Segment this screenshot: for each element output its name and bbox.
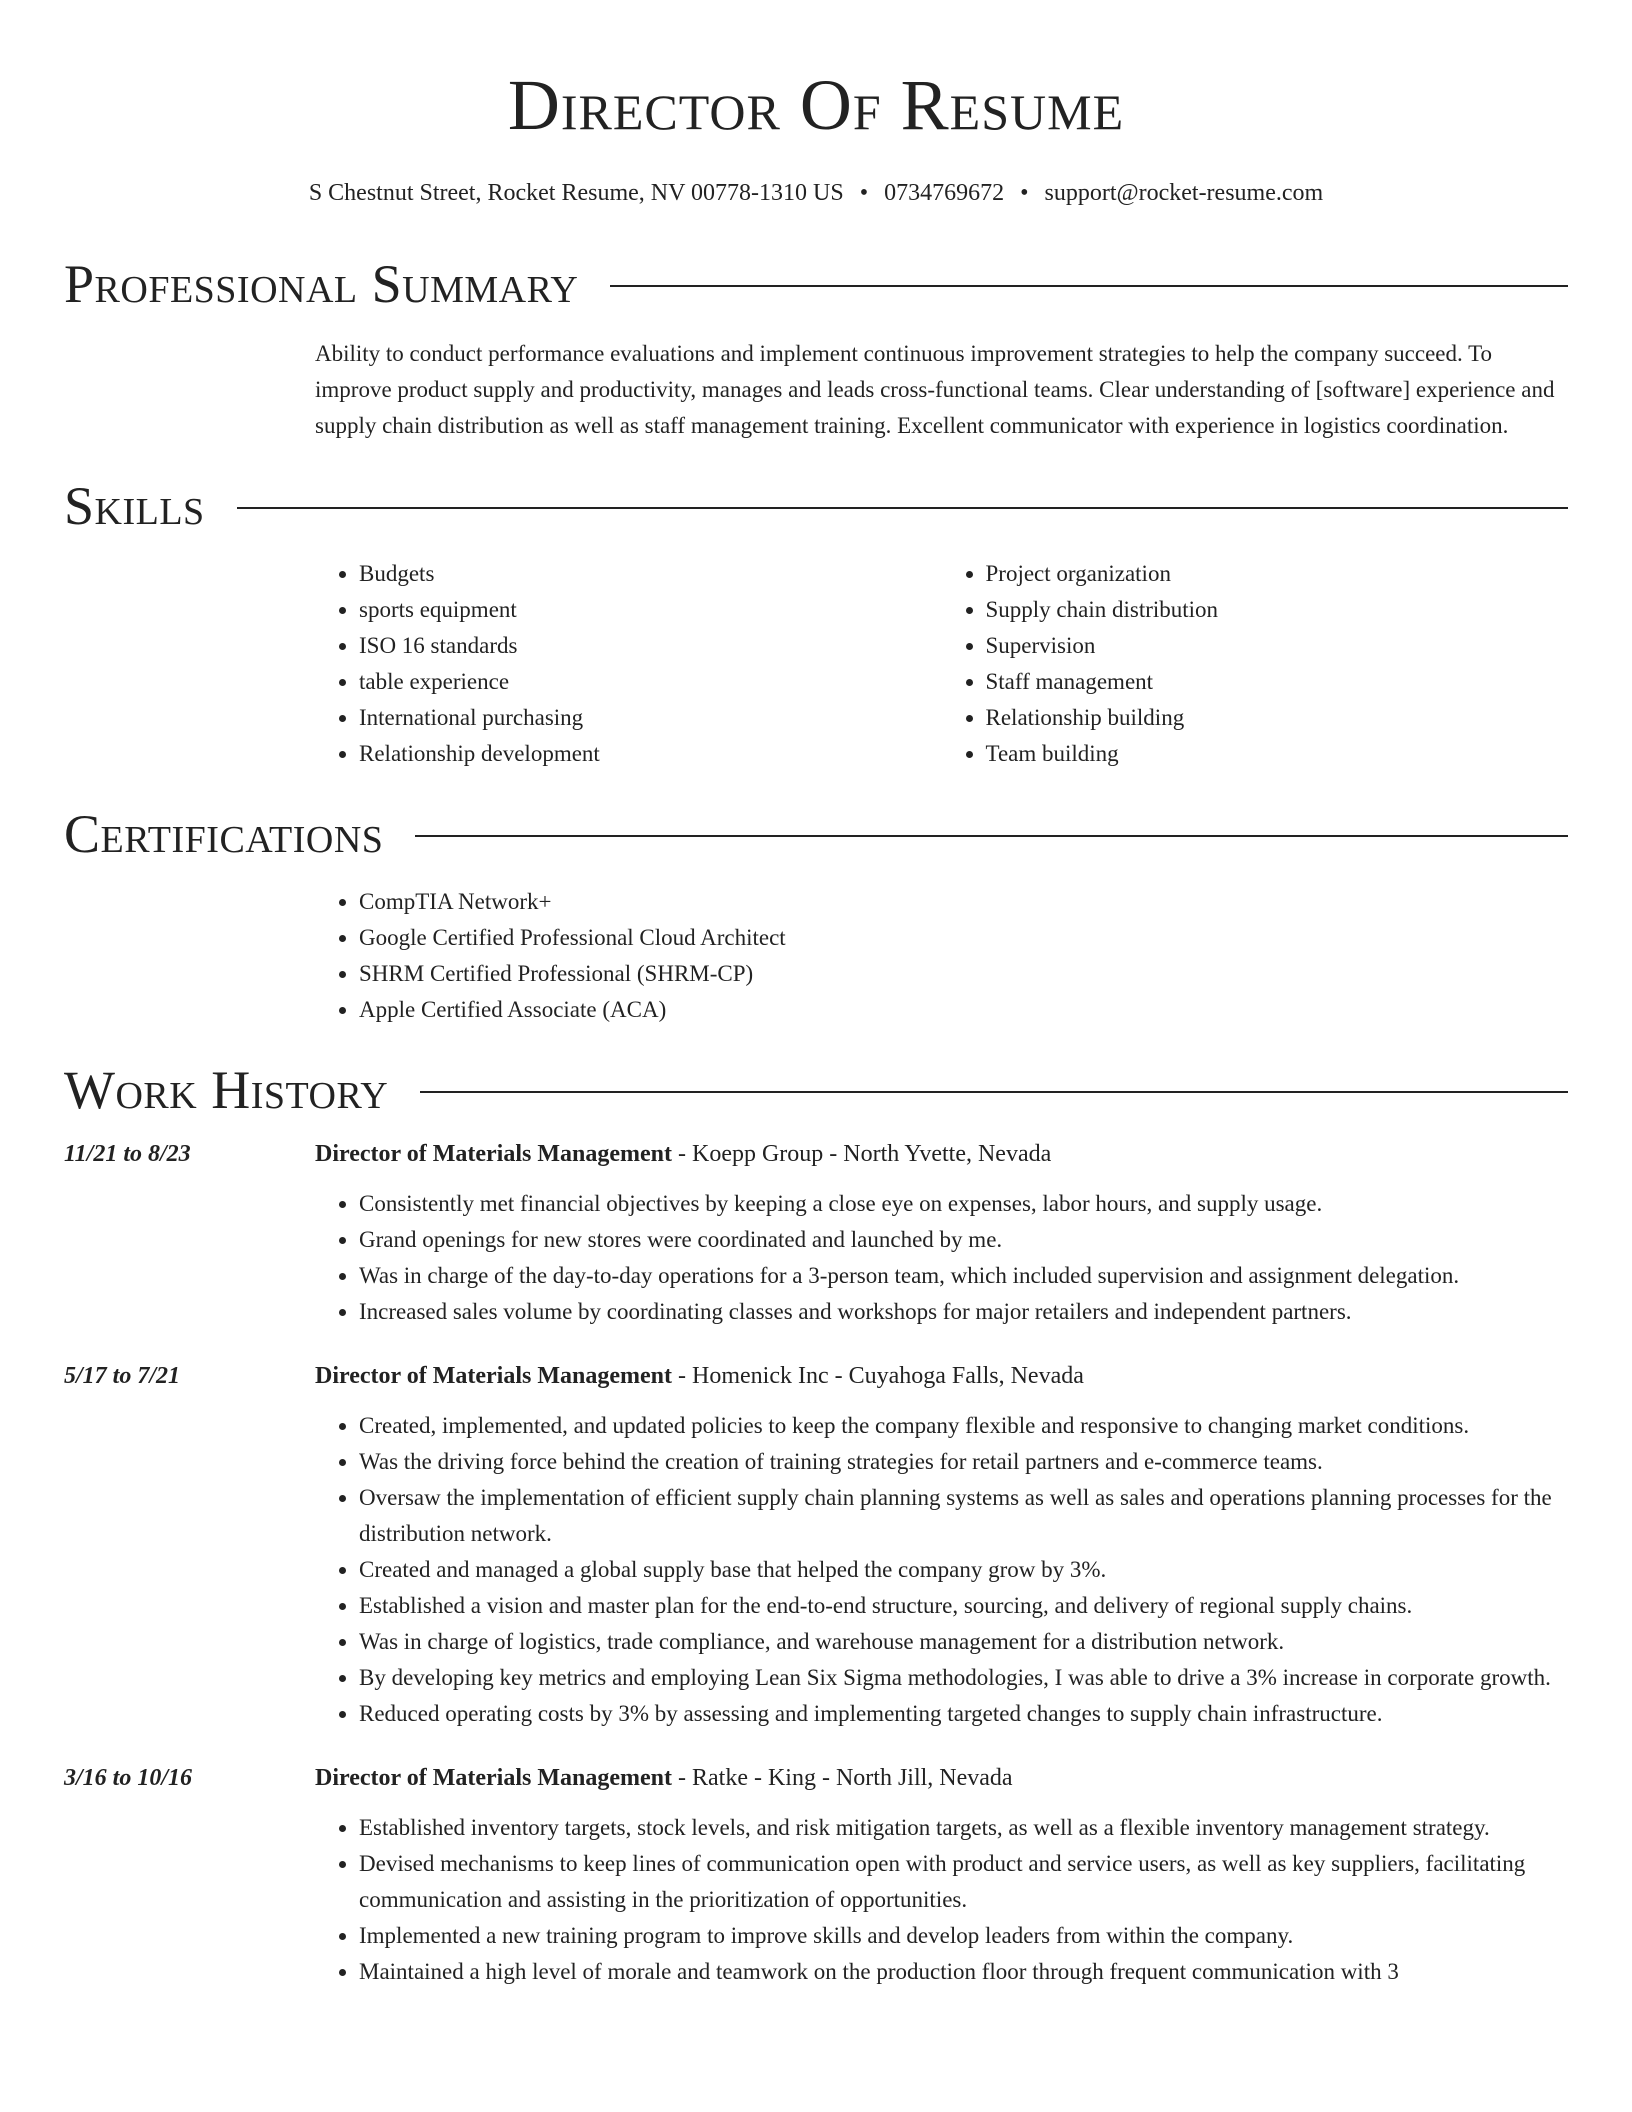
job-entry — [64, 1136, 1568, 1330]
job-entry — [64, 1760, 1568, 1990]
contact-email: support@rocket-resume.com — [1044, 180, 1324, 206]
job-bullet: • Maintained a high level of morale and teamwork on the production floor through frequent communication with 3 — [359, 1954, 1568, 1990]
skills-column-left — [315, 556, 942, 772]
job-bullets — [315, 1810, 1568, 1990]
skill-item: • Supply chain distribution — [986, 592, 1569, 628]
candidate-name: Director Of Resume — [507, 65, 1125, 145]
job-bullet: • Created, implemented, and updated policies to keep the company flexible and responsive to changing market conditions. — [359, 1408, 1568, 1444]
certification-item: • CompTIA Network+ — [359, 884, 1568, 920]
section-title-summary: Professional Summary — [64, 254, 579, 314]
job-dates: 3/16 to 10/16 — [64, 1765, 193, 1791]
job-bullet: • Created and managed a global supply base that helped the company grow by 3%. — [359, 1552, 1568, 1588]
section-header-work-history — [64, 1058, 1568, 1122]
certification-item: • Google Certified Professional Cloud Architect — [359, 920, 1568, 956]
section-divider — [420, 1091, 1568, 1093]
job-detail — [315, 1760, 1568, 1990]
job-bullet: • Was in charge of the day-to-day operations for a 3-person team, which included supervision and assignment delegation. — [359, 1258, 1568, 1294]
skill-item: • Supervision — [986, 628, 1569, 664]
certifications-list — [315, 884, 1568, 1028]
job-bullet: • Grand openings for new stores were coordinated and launched by me. — [359, 1222, 1568, 1258]
job-company: - Homenick Inc - Cuyahoga Falls, Nevada — [672, 1363, 1084, 1389]
section-title-skills: Skills — [64, 476, 205, 536]
skill-item: • Budgets — [359, 556, 942, 592]
section-title-work-history: Work History — [64, 1060, 389, 1120]
section-title-certifications: Certifications — [64, 804, 384, 864]
job-title-line — [315, 1760, 1568, 1796]
skill-item: • Team building — [986, 736, 1569, 772]
job-bullet: • Was the driving force behind the creation of training strategies for retail partners and e-commerce teams. — [359, 1444, 1568, 1480]
certification-item: • SHRM Certified Professional (SHRM-CP) — [359, 956, 1568, 992]
contact-line — [64, 178, 1568, 208]
job-role: Director of Materials Management — [315, 1765, 672, 1791]
skill-item: • Relationship development — [359, 736, 942, 772]
job-bullet: • Increased sales volume by coordinating classes and workshops for major retailers and independent partners. — [359, 1294, 1568, 1330]
section-divider — [610, 285, 1568, 287]
contact-address: S Chestnut Street, Rocket Resume, NV 00778-1310 US — [308, 180, 844, 206]
job-bullet: • Devised mechanisms to keep lines of communication open with product and service users, as well as key suppliers, facilitating communication and assisting in the prioritization of opportunities. — [359, 1846, 1568, 1918]
contact-separator: • — [1020, 180, 1029, 206]
job-bullets — [315, 1408, 1568, 1732]
skill-item: • table experience — [359, 664, 942, 700]
resume-page — [64, 0, 1568, 1990]
section-header-certifications — [64, 802, 1568, 866]
skill-item: • International purchasing — [359, 700, 942, 736]
skill-item: • Project organization — [986, 556, 1569, 592]
job-bullet: • Oversaw the implementation of efficient supply chain planning systems as well as sales and operations planning processes for the distribution network. — [359, 1480, 1568, 1552]
job-bullet: • Reduced operating costs by 3% by assessing and implementing targeted changes to supply chain infrastructure. — [359, 1696, 1568, 1732]
skills-list — [315, 556, 1568, 772]
job-role: Director of Materials Management — [315, 1141, 672, 1167]
job-company: - Ratke - King - North Jill, Nevada — [672, 1765, 1013, 1791]
job-bullet: • Consistently met financial objectives by keeping a close eye on expenses, labor hours, and supply usage. — [359, 1186, 1568, 1222]
job-dates: 5/17 to 7/21 — [64, 1363, 181, 1389]
job-entry — [64, 1358, 1568, 1732]
job-bullet: • Was in charge of logistics, trade compliance, and warehouse management for a distribution network. — [359, 1624, 1568, 1660]
job-bullet: • By developing key metrics and employing Lean Six Sigma methodologies, I was able to drive a 3% increase in corporate growth. — [359, 1660, 1568, 1696]
job-dates: 11/21 to 8/23 — [64, 1141, 191, 1167]
certification-item: • Apple Certified Associate (ACA) — [359, 992, 1568, 1028]
summary-text: Ability to conduct performance evaluations and implement continuous improvement strategies to help the company succeed. To improve product supply and productivity, manages and leads cross-functional teams. Clear understanding of [software] experience and supply chain distribution as well as staff management training. Excellent communicator with experience in logistics coordination. — [315, 341, 1555, 438]
job-detail — [315, 1358, 1568, 1732]
contact-separator: • — [859, 180, 869, 206]
skill-item: • Relationship building — [986, 700, 1569, 736]
job-bullet: • Established inventory targets, stock levels, and risk mitigation targets, as well as a flexible inventory management strategy. — [359, 1810, 1568, 1846]
job-role: Director of Materials Management — [315, 1363, 672, 1389]
job-company: - Koepp Group - North Yvette, Nevada — [672, 1141, 1052, 1167]
job-title-line — [315, 1358, 1568, 1394]
job-detail — [315, 1136, 1568, 1330]
skill-item: • Staff management — [986, 664, 1569, 700]
job-bullet: • Implemented a new training program to improve skills and develop leaders from within the company. — [359, 1918, 1568, 1954]
skill-item: • sports equipment — [359, 592, 942, 628]
section-divider — [237, 507, 1568, 509]
job-bullets — [315, 1186, 1568, 1330]
section-header-skills — [64, 474, 1568, 538]
job-bullet: • Established a vision and master plan for the end-to-end structure, sourcing, and delivery of regional supply chains. — [359, 1588, 1568, 1624]
section-header-summary — [64, 252, 1568, 316]
skill-item: • ISO 16 standards — [359, 628, 942, 664]
skills-column-right — [942, 556, 1569, 772]
job-title-line — [315, 1136, 1568, 1172]
section-divider — [415, 835, 1568, 837]
contact-phone: 0734769672 — [884, 180, 1005, 206]
